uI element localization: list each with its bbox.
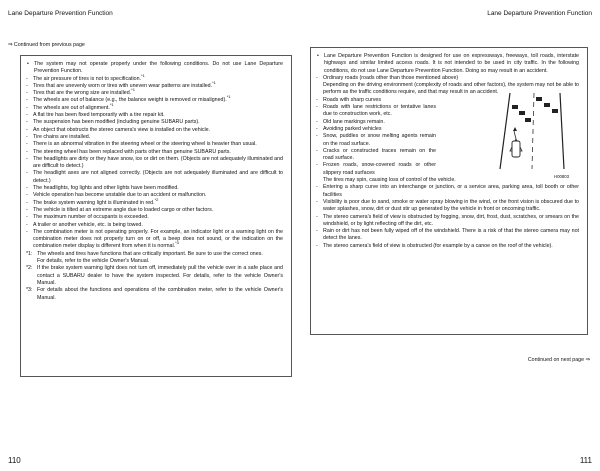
- footnote-ref: *1: [109, 102, 114, 108]
- lane-restriction-figure: [492, 91, 578, 171]
- list-item: - The brake system warning light is illuminated in red.$^{*2}$: [26, 196, 159, 206]
- footnote: *3: For details about the functions and operations of the combination meter, refer to the vehicle Owner's Manual.: [26, 287, 283, 301]
- list-item: - Visibility is poor due to sand, smoke or water spray blowing in the wind, or the front vision is obscured due to water splashes, snow, dirt or dust stir up generated by the vehicle in front or oncoming traffic.: [316, 198, 579, 213]
- list-item: - The vehicle is tilted at an extreme angle due to loaded cargo or other factors.: [26, 206, 214, 213]
- continued-from-label: ⇒ Continued from previous page: [8, 42, 85, 48]
- caution-box-right: [310, 47, 588, 335]
- list-item: - A flat tire has been fixed temporarily with a tire repair kit.: [26, 112, 165, 119]
- page-number-left: 110: [8, 456, 21, 465]
- footnote-ref: *1: [226, 94, 231, 100]
- list-item: - An object that obstructs the stereo camera's view is installed on the vehicle.: [26, 126, 211, 133]
- list-item: - Roads with lane restrictions or tentative lanes due to construction work, etc.: [316, 104, 436, 118]
- running-header-right: Lane Departure Prevention Function: [487, 10, 592, 17]
- list-item: - Tires that are the wrong size are installed.$^{*1}$: [26, 87, 135, 97]
- running-header-left: Lane Departure Prevention Function: [8, 10, 113, 17]
- list-item: - Cracks or constructed traces remain on the road surface.: [316, 147, 436, 162]
- list-item: - The wheels are out of balance (e.g., the balance weight is removed or misaligned).$^{*1}$: [26, 94, 231, 104]
- list-item: - Roads with sharp curves: [316, 96, 381, 103]
- list-item: - The air pressure of tires is not to specification.$^{*1}$: [26, 72, 145, 82]
- conditions-list: [26, 72, 283, 251]
- continued-on-label: Continued on next page ⇒: [527, 357, 590, 363]
- list-item: - Snow, puddles or snow melting agents remain on the road surface.: [316, 133, 436, 147]
- caution-intro-right: • Lane Departure Prevention Function is designed for use on expressways, freeways, toll roads, interstate highways and similar limited access roads. It is not intended to be used in city traffic. In the following conditions, do not use Lane Departure Prevention Function. Doing so may result in an accident.: [316, 53, 579, 75]
- list-item-ordinary-roads: - Ordinary roads (roads other than those mentioned above): [316, 74, 459, 81]
- road-conditions-list: [316, 97, 436, 177]
- list-item: - The steering wheel has been replaced with parts other than genuine SUBARU parts.: [26, 148, 231, 155]
- list-item: - Frozen roads, snow-covered roads or other slippery road surfaces: [316, 162, 436, 176]
- list-item: - Tire chains are installed.: [26, 133, 91, 140]
- list-item: - Entering a sharp curve into an interchange or junction, or a service area, parking area, toll booth or other facilities: [316, 184, 579, 198]
- list-item: - Old lane markings remain.: [316, 118, 385, 125]
- footnote-ref: *1: [141, 72, 145, 78]
- list-item: - The headlights, fog lights and other lights have been modified.: [26, 185, 179, 192]
- list-item: - Tires that are unevenly worn or tires with uneven wear patterns are installed.$^{*1}$: [26, 80, 216, 89]
- footnote-ref: *2: [154, 196, 159, 202]
- list-item: - The maximum number of occupants is exceeded.: [26, 214, 149, 221]
- footnote-ref: *1: [212, 80, 216, 86]
- footnote-ref: *1: [131, 87, 135, 93]
- list-item: - A trailer or another vehicle, etc. is being towed.: [26, 221, 143, 228]
- list-item: - The wheels are out of alignment.$^{*1}$: [26, 102, 114, 111]
- figure-id: H00803: [554, 173, 570, 179]
- caution-intro-left: • The system may not operate properly under the following conditions. Do not use Lane Departure Prevention Function.: [26, 61, 283, 76]
- list-item: - The headlights are dirty or they have snow, ice or dirt on them. (Objects are not adequately illuminated and are difficult to detect.): [26, 155, 283, 170]
- visibility-conditions-list: [316, 184, 579, 250]
- page-number-right: 111: [579, 456, 592, 465]
- list-item: - Rain or dirt has not been fully wiped off of the windshield. There is a risk of that the stereo camera may not detect the lanes.: [316, 228, 579, 242]
- list-item: - The suspension has been modified (including genuine SUBARU parts).: [26, 119, 200, 126]
- slippery-note: The tires may spin, causing loss of control of the vehicle.: [323, 177, 456, 184]
- list-item: - The stereo camera's field of view is obstructed (for example by a canoe on the roof of the vehicle).: [316, 242, 553, 249]
- footnote: *1: The wheels and tires have functions that are critically important. Be sure to use the correct ones. For details, refer to the vehicle Owner's Manual.: [26, 250, 263, 265]
- footnotes: [26, 251, 283, 302]
- list-item: - The stereo camera's field of view is obstructed by fogging, snow, dirt, frost, dust, scratches, or smears on the windshield, or by light reflecting off the dirt, etc.: [316, 213, 579, 227]
- ordinary-roads-note: Depending on the driving environment (complexity of roads and other factors), the system may not be able to perform as the traffic conditions require, and that may result in an accident.: [323, 82, 579, 96]
- list-item: - Avoiding parked vehicles: [316, 125, 382, 132]
- list-item: - There is an abnormal vibration in the steering wheel or the steering wheel is heavier than usual.: [26, 141, 257, 148]
- footnote: *2: If the brake system warning light does not turn off, immediately pull the vehicle over in a safe place and contact a SUBARU dealer to have the system inspected. For details, refer to the vehicle Owner's Manual.: [26, 265, 283, 286]
- list-item: - The combination meter is not operating properly. For example, an indicator light or a warning light on the combination meter does not properly turn on or off, a beep does not sound, or the indication on the combination meter display is different from when it is normal.$^{*3}$: [26, 228, 283, 250]
- caution-box-left: [20, 55, 292, 377]
- list-item: - The headlight axes are not aligned correctly. (Objects are not adequately illuminated and are difficult to detect.): [26, 170, 283, 184]
- list-item: - Vehicle operation has become unstable due to an accident or malfunction.: [26, 192, 207, 199]
- footnote-ref: *3: [175, 240, 179, 246]
